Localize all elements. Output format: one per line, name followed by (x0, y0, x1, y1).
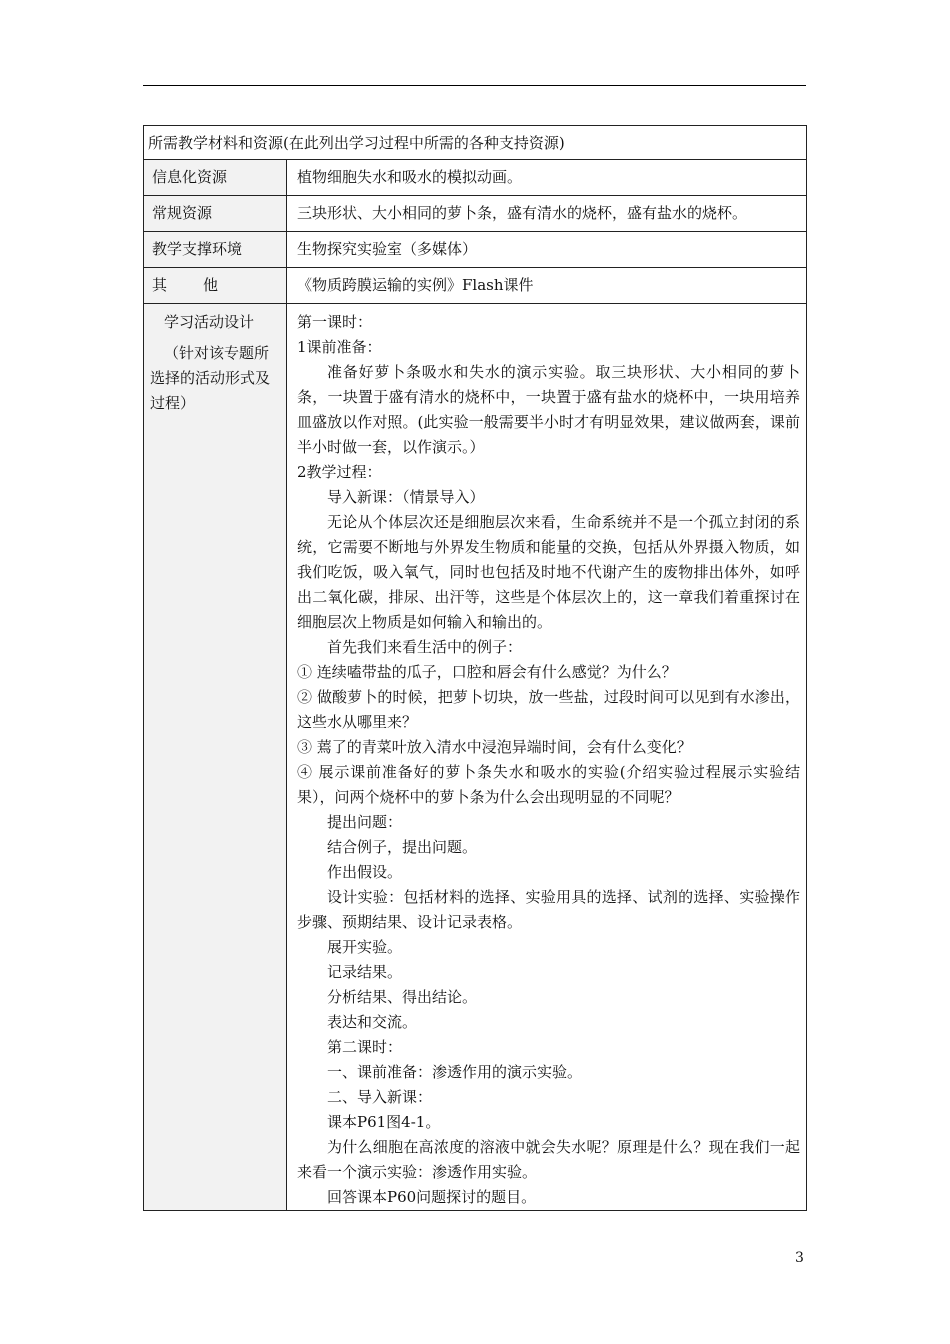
paragraph-lesson-one: 第一课时： (297, 313, 373, 331)
activity-content-cell (287, 304, 807, 1211)
page-number: 3 (795, 1250, 804, 1266)
paragraph-osmosis-question: 为什么细胞在高浓度的溶液中就会失水呢？原理是什么？现在我们一起来看一个演示实验：渗透作用实验。 (297, 1138, 800, 1181)
row-label-other (144, 268, 287, 304)
paragraph-design-experiment: 设计实验：包括材料的选择、实验用具的选择、试剂的选择、实验操作步骤、预期结果、设计记录表格。 (297, 888, 800, 931)
row-label-other-second: 他 (203, 276, 219, 294)
paragraph-record-results: 记录结果。 (327, 963, 403, 981)
paragraph-textbook-figure: 课本P61图4-1。 (327, 1113, 441, 1131)
paragraph-teaching-process: 2教学过程： (297, 463, 382, 481)
paragraph-lead-in: 导入新课：（情景导入） (327, 488, 485, 506)
row-label-teaching-environment: 教学支撑环境 (144, 232, 287, 268)
table-row-info-resources (144, 160, 807, 196)
row-label-regular-resources: 常规资源 (144, 196, 287, 232)
paragraph-example-2: ② 做酸萝卜的时候，把萝卜切块，放一些盐，过段时间可以见到有水渗出，这些水从哪里来？ (297, 688, 800, 731)
paragraph-lesson-two-lead-in: 二、导入新课： (327, 1088, 433, 1106)
paragraph-example-3: ③ 蔫了的青菜叶放入清水中浸泡异端时间，会有什么变化？ (297, 738, 692, 756)
table-header-row (144, 126, 807, 160)
paragraph-example-1: ① 连续嗑带盐的瓜子，口腔和唇会有什么感觉？为什么？ (297, 663, 677, 681)
table-row-activity-design (144, 304, 807, 1211)
header-rule (143, 85, 806, 86)
paragraph-examples-intro: 首先我们来看生活中的例子： (327, 638, 523, 656)
paragraph-combine-examples: 结合例子，提出问题。 (327, 838, 478, 856)
table-row-regular-resources (144, 196, 807, 232)
paragraph-analyze-results: 分析结果、得出结论。 (327, 988, 478, 1006)
row-label-info-resources: 信息化资源 (144, 160, 287, 196)
table-header-cell: 所需教学材料和资源(在此列出学习过程中所需的各种支持资源) (144, 126, 807, 160)
resource-table (143, 125, 807, 1211)
activity-note: （针对该专题所选择的活动形式及过程） (150, 344, 271, 412)
table-row-other (144, 268, 807, 304)
row-value-regular-resources: 三块形状、大小相同的萝卜条，盛有清水的烧杯，盛有盐水的烧杯。 (287, 196, 807, 232)
row-value-teaching-environment: 生物探究实验室（多媒体） (287, 232, 807, 268)
activity-label-cell (144, 304, 287, 1211)
paragraph-pre-class-detail: 准备好萝卜条吸水和失水的演示实验。取三块形状、大小相同的萝卜条，一块置于盛有清水的烧杯中，一块置于盛有盐水的烧杯中，一块用培养皿盛放以作对照。(此实验一般需要半小时才有明显效果，建议做两套，课前半小时做一套，以作演示。） (297, 363, 800, 456)
paragraph-lesson-two-prep: 一、课前准备：渗透作用的演示实验。 (327, 1063, 583, 1081)
paragraph-raise-question: 提出问题： (327, 813, 403, 831)
paragraph-conduct-experiment: 展开实验。 (327, 938, 403, 956)
paragraph-example-4: ④ 展示课前准备好的萝卜条失水和吸水的实验(介绍实验过程展示实验结果），问两个烧杯中的萝卜条为什么会出现明显的不同呢？ (297, 763, 800, 806)
row-value-info-resources: 植物细胞失水和吸水的模拟动画。 (287, 160, 807, 196)
paragraph-express-communicate: 表达和交流。 (327, 1013, 418, 1031)
paragraph-hypothesis: 作出假设。 (327, 863, 403, 881)
paragraph-answer-textbook: 回答课本P60问题探讨的题目。 (327, 1188, 537, 1206)
row-value-other: 《物质跨膜运输的实例》Flash课件 (287, 268, 807, 304)
table-row-teaching-environment (144, 232, 807, 268)
activity-title: 学习活动设计 (164, 313, 255, 331)
row-label-other-first: 其 (152, 276, 168, 294)
paragraph-pre-class: 1课前准备： (297, 338, 382, 356)
paragraph-lesson-two: 第二课时： (327, 1038, 403, 1056)
paragraph-life-system: 无论从个体层次还是细胞层次来看，生命系统并不是一个孤立封闭的系统，它需要不断地与外界发生物质和能量的交换，包括从外界摄入物质，如我们吃饭，吸入氧气，同时也包括及时地不代谢产生的废物排出体外，如呼出二氧化碳，排尿、出汗等，这些是个体层次上的，这一章我们着重探讨在细胞层次上物质是如何输入和输出的。 (297, 513, 800, 631)
